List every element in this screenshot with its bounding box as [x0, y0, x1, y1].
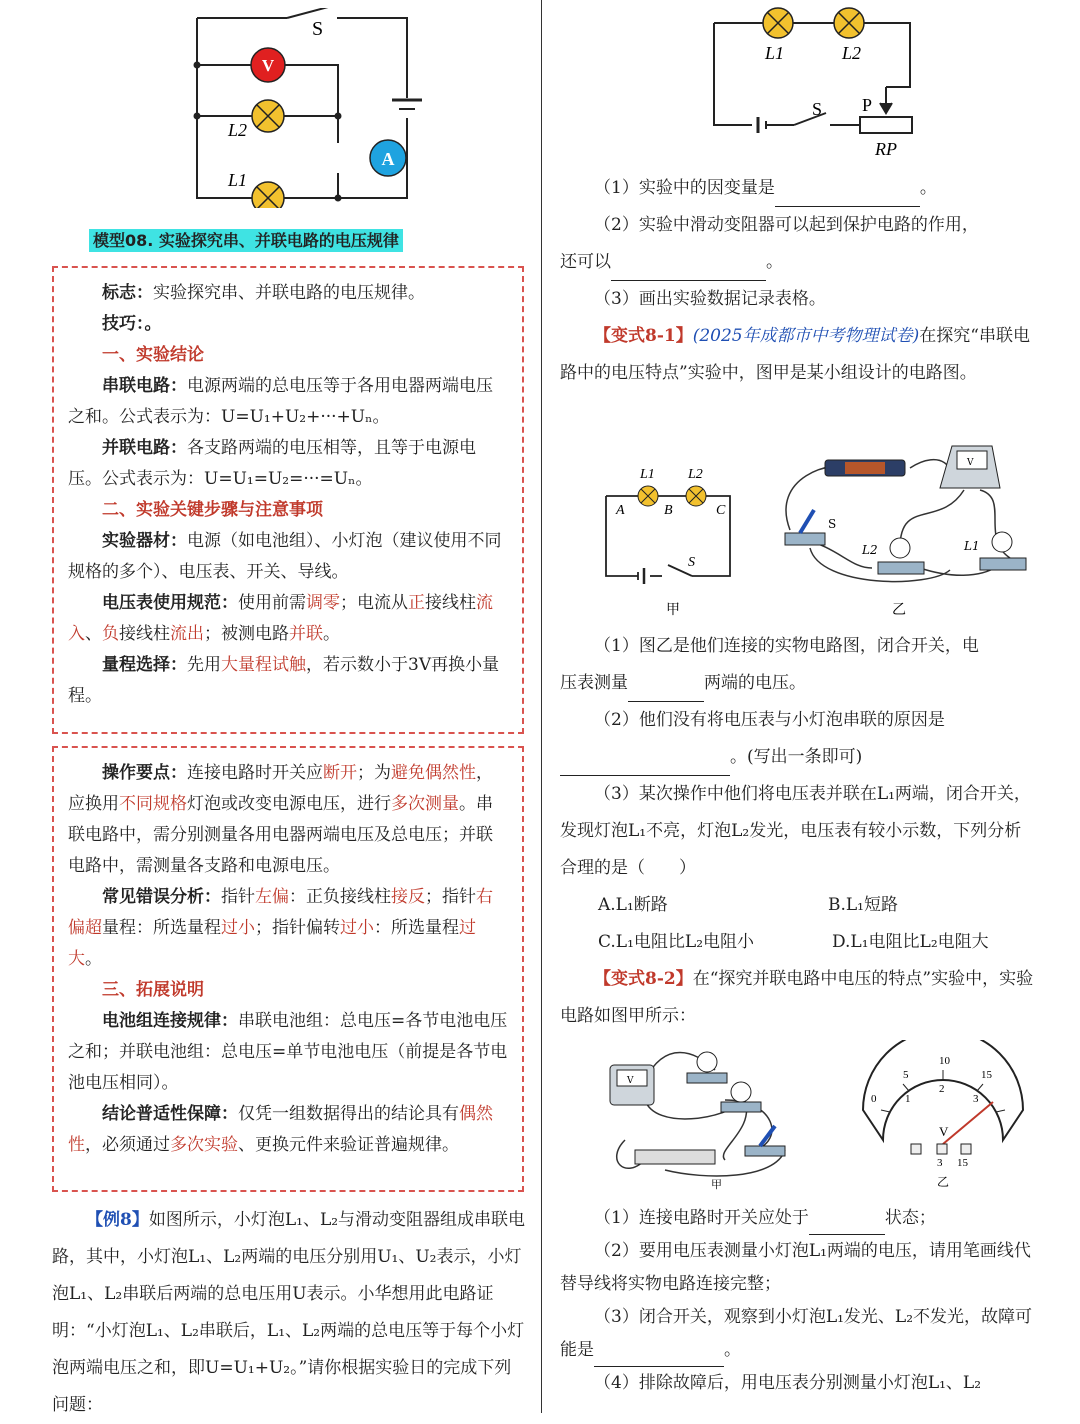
svg-text:甲: 甲	[711, 1178, 722, 1190]
svg-text:乙: 乙	[937, 1175, 950, 1189]
svg-text:甲: 甲	[666, 602, 680, 618]
svg-text:A: A	[381, 149, 395, 169]
option-b: B.L₁短路	[828, 895, 899, 915]
svg-text:L1: L1	[228, 170, 248, 190]
svg-text:10: 10	[939, 1055, 950, 1067]
svg-text:RP: RP	[875, 139, 897, 159]
svg-text:L2: L2	[688, 467, 703, 482]
svg-text:乙: 乙	[892, 602, 906, 618]
variant-8-1-questions: （1）图乙是他们连接的实物电路图，闭合开关，电 压表测量 两端的电压。 （2）他们没有将电压表与小灯泡串联的原因是 。(写出一条即可) （3）某次操作中他们将电压表并联在L₁两端，闭合开关，发现灯泡L₁不亮，灯泡L₂发光，电压表有较小示数，下列分析合理的是（ ） A.L₁断路 B.L₁短路 C.L₁电阻比L₂电阻小 D.L₁电阻比L₂电阻大 【变式8-2】在“探究并联电路中电压的特点”实验中，实验电路如图甲所示：	[560, 636, 1034, 1026]
svg-text:15: 15	[981, 1069, 992, 1081]
svg-text:15: 15	[957, 1157, 968, 1169]
option-d: D.L₁电阻比L₂电阻大	[832, 932, 989, 952]
svg-text:0: 0	[871, 1093, 877, 1105]
svg-text:L1: L1	[640, 467, 655, 482]
svg-text:P: P	[862, 95, 873, 115]
svg-text:B: B	[664, 503, 673, 518]
svg-text:1: 1	[905, 1093, 911, 1105]
lamp-l2-icon	[252, 100, 284, 132]
svg-text:2: 2	[939, 1083, 945, 1095]
svg-text:5: 5	[903, 1069, 909, 1081]
lamp-l2-icon	[834, 8, 864, 38]
svg-text:L2: L2	[842, 43, 862, 63]
svg-text:L1: L1	[964, 539, 980, 553]
svg-text:L1: L1	[765, 43, 785, 63]
svg-text:S: S	[688, 555, 695, 570]
series-rheostat-circuit	[710, 5, 920, 165]
svg-text:A: A	[616, 503, 625, 518]
column-divider	[541, 0, 542, 1413]
svg-text:S: S	[828, 517, 837, 531]
svg-text:C: C	[716, 503, 726, 518]
svg-text:L2: L2	[862, 543, 878, 557]
lamp-l1-icon	[252, 182, 284, 208]
svg-text:S: S	[812, 99, 823, 119]
svg-text:S: S	[312, 18, 324, 40]
summary-box-1: 标志：实验探究串、并联电路的电压规律。 技巧：。 一、实验结论 串联电路：电源两端的总电压等于各用电器两端电压之和。公式表示为：U=U₁+U₂+···+Uₙ。 并联电路：各支路两端的电压相等，且等于电源电压。公式表示为：U=U₁=U₂=···=Uₙ。 二、实验关键步骤与注意事项 实验器材：电源（如电池组）、小灯泡（建议使用不同规格的多个）、电压表、开关、导线。 电压表使用规范：使用前需调零；电流从正接线柱流入、负接线柱流出；被测电路并联。 量程选择：先用大量程试触，若示数小于3V再换小量程。	[52, 266, 524, 734]
svg-text:3: 3	[937, 1157, 943, 1169]
summary-box-2: 操作要点：连接电路时开关应断开；为避免偶然性，应换用不同规格灯泡或改变电源电压，进行多次测量。串联电路中，需分别测量各用电器两端电压及总电压；并联电路中，需测量各支路和电源电压。 常见错误分析：指针左偏：正负接线柱接反；指针右偏超量程：所选量程过小；指针偏转过小：所选量程过大。 三、拓展说明 电池组连接规律：串联电池组：总电压=各节电池电压之和；并联电池组：总电压=单节电池电压（前提是各节电池电压相同）。 结论普适性保障：仅凭一组数据得出的结论具有偶然性，必须通过多次实验、更换元件来验证普遍规律。	[52, 746, 524, 1192]
svg-text:V: V	[627, 1076, 634, 1086]
option-c: C.L₁电阻比L₂电阻小	[598, 932, 755, 952]
parallel-circuit-diagram	[192, 8, 482, 208]
ammeter-icon	[370, 140, 406, 176]
example-8: 【例8】如图所示，小灯泡L₁、L₂与滑动变阻器组成串联电路，其中，小灯泡L₁、L₂两端的电压分别用U₁、U₂表示，小灯泡L₁、L₂串联后两端的总电压用U表示。小华想用此电路证明：“小灯泡L₁、L₂串联后，L₁、L₂两端的总电压等于每个小灯泡两端电压之和，即U=U₁+U₂。”请你根据实验日的完成下列问题：	[52, 1210, 526, 1415]
left-column	[52, 0, 530, 1413]
voltmeter-icon	[251, 48, 285, 82]
svg-text:3: 3	[973, 1093, 979, 1105]
svg-text:V: V	[261, 56, 275, 75]
variant-8-2-questions: （1）连接电路时开关应处于 状态； （2）要用电压表测量小灯泡L₁两端的电压，请用笔画线代替导线将实物电路连接完整； （3）闭合开关，观察到小灯泡L₁发光、L₂不发光，故障可能是 。 （4）排除故障后，用电压表分别测量小灯泡L₁、L₂	[560, 1208, 1033, 1393]
option-a: A.L₁断路	[598, 895, 668, 915]
svg-text:V: V	[939, 1124, 949, 1139]
lamp-l1-icon	[763, 8, 793, 38]
figure-8-1	[600, 438, 1030, 620]
svg-text:L2: L2	[228, 120, 248, 140]
right-column	[560, 0, 1038, 1413]
model-title: 模型08. 实验探究串、并联电路的电压规律	[89, 228, 403, 251]
figure-8-2	[605, 1040, 1025, 1190]
svg-text:V: V	[967, 458, 974, 468]
example-questions: （1）实验中的因变量是 。 （2）实验中滑动变阻器可以起到保护电路的作用， 还可以 。 （3）画出实验数据记录表格。 【变式8-1】(2025年成都市中考物理试卷)在探究“串联电路中的电压特点”实验中，图甲是某小组设计的电路图。	[560, 178, 1030, 383]
